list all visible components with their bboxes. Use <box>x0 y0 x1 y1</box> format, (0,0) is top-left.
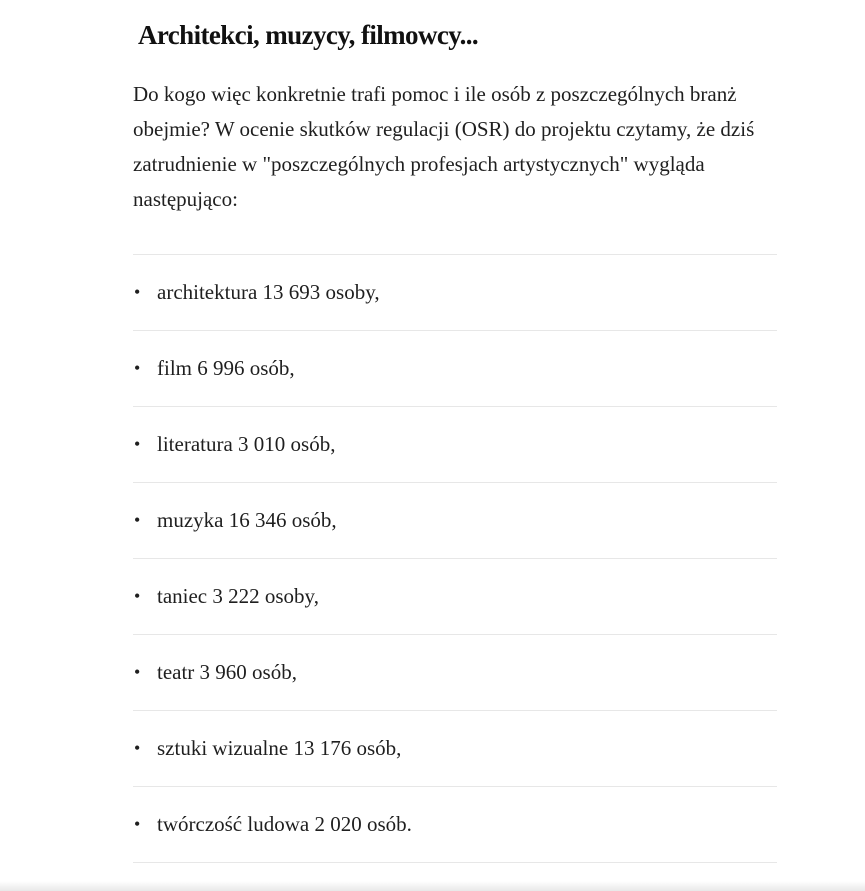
list-item <box>133 711 777 787</box>
list-item-text: film 6 996 osób, <box>157 356 295 380</box>
list-item-text: literatura 3 010 osób, <box>157 432 336 456</box>
list-item <box>133 635 777 711</box>
list-item-text: twórczość ludowa 2 020 osób. <box>157 812 412 836</box>
bullet-icon: • <box>134 586 141 606</box>
list-item-text: teatr 3 960 osób, <box>157 660 297 684</box>
section-heading: Architekci, muzycy, filmowcy... <box>138 20 479 50</box>
bullet-icon: • <box>134 434 141 454</box>
list-item-text: taniec 3 222 osoby, <box>157 584 319 608</box>
list-item-text: muzyka 16 346 osób, <box>157 508 337 532</box>
list-item <box>133 483 777 559</box>
list-item <box>133 255 777 331</box>
list-item <box>133 559 777 635</box>
bullet-icon: • <box>134 282 141 302</box>
bullet-icon: • <box>134 738 141 758</box>
list-item <box>133 331 777 407</box>
employment-list <box>133 254 777 863</box>
list-item <box>133 787 777 863</box>
list-item-text: sztuki wizualne 13 176 osób, <box>157 736 402 760</box>
list-item-text: architektura 13 693 osoby, <box>157 280 380 304</box>
bullet-icon: • <box>134 814 141 834</box>
bullet-icon: • <box>134 510 141 530</box>
bullet-icon: • <box>134 662 141 682</box>
list-item <box>133 407 777 483</box>
bottom-scroll-shadow <box>0 881 865 891</box>
bullet-icon: • <box>134 358 141 378</box>
lead-paragraph: Do kogo więc konkretnie trafi pomoc i ile osób z poszczególnych branż obejmie? W ocenie skutków regulacji (OSR) do projektu czytamy, że dziś zatrudnienie w "poszczególnych profesjach artystycznych" wygląda następująco: <box>133 82 755 211</box>
